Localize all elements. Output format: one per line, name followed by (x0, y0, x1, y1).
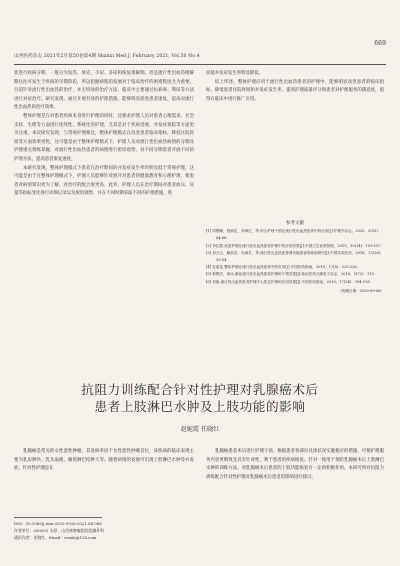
intro-left (14, 448, 194, 474)
intro-right (206, 448, 384, 482)
article-authors: 赵妮霞 任晓红 (180, 426, 220, 433)
journal-line: 山西医药杂志 2021年2月第50卷第4期 Shanxi Med J, February 2021, Vol.50 No.4 (14, 54, 200, 59)
paragraph: 乳腺癌是常见的女性恶性肿瘤，其发病率居于女性恶性肿瘤首位，该疾病的临床表现主要为乳房肿块、乳头溢液、腋窝淋巴结肿大等。随着病情的发展可出现上肢淋巴水肿等并发症。针对性护理是在 (14, 449, 194, 472)
reference-item: [6] 刘艳.流行性出血热患者护理中人性化护理的应用效果[J].中国医药指南，2019，17(34)：194-195. (206, 279, 371, 284)
paragraph: 整体护理是在对患者疾病本身进行护理的同时，还要求护理人员对患者心理需求、社会支持、生理等方面进行连续性、系统化的护理，尤其是对于疾病进展、并发症预防等方面更为注重。本次研究发现，与常规护理相比，整体护理模式在改善患者临床指标，降低住院时间等方面效果更优，这可能是由于整体护理模式下，护理人员对流行性出血热病情的分期及护理重点熟练掌握，对流行性出血热患者的病情进行密切观察，对不同分期患者开展不同的护理方法，提高患者康复速度。 (14, 113, 194, 162)
paragraph: 本研究发现，整体护理模式下患者在治疗期间的并发症发生率均明显低于常规护理，这可能是由于在整体护理模式下，护理人员能够针对展开对患者的健康教育和心理护理，使患者对病情知识更为了解，对治疗的配合度更高，此外，护理人员在治疗期间对患者血压、尿量等指标变化进行详细记录以及密切观察，并在不同时期采取不同的护理措施，进 (14, 165, 194, 197)
left-column (14, 70, 194, 199)
author-affiliation: 作者单位：030001 太原，山西省肿瘤医院乳腺外科 (14, 528, 105, 533)
references-heading: 参考文献 (285, 221, 305, 226)
reference-item: [4] 杜菊花.整体护理在流行性出血热患者中的应用[J].中国医药指南，2019，17(8)：225-226. (206, 265, 358, 270)
reference-item: [2] 李红霞.优质护理在流行性出血热患者护理中的应用效果[J].中国卫生标准管理，2019，10(14)：155-157. (206, 243, 382, 248)
reference-item: [5] 黄俊杰，徐泳.重症流行性出血热患者护理的干预效果[J].临床医药文献电子杂志，2018，5(72)：110. (206, 272, 375, 277)
footnote (14, 517, 194, 541)
doi: DOI：10.3969/j.issn.0253-9926.2021.04.068 (14, 521, 102, 526)
right-column (206, 70, 384, 104)
reference-item: [1] 周警娜，曾琼花，李坤红，等.综合护理干预在流行性出血热患者中的应用[J].护理学杂志，2020，35(3)：64-66. (206, 229, 382, 241)
paragraph: 综上所述，整体护理应用于流行性出血热患者的护理中，能够明显改善患者的临床指标，降低患者住院时间和并发症发生率，提高护理质量评分和患者对护理服务的满意度，值得在临床中进行推广应用。 (206, 79, 384, 102)
footnote-rule (14, 517, 102, 518)
received-date: （收稿日期：2020-09-06） (338, 288, 384, 293)
running-header (14, 40, 386, 64)
references (206, 220, 384, 295)
title-line: 抗阻力训练配合针对性护理对乳腺癌术后 (81, 382, 319, 397)
paragraph: 乳腺癌患者术后进行护理干预，根据患者各部位具体状况实施相应的措施，可使护理服务内容更细致且具有针对性，利于患者的疾病恢复。针对一使用于预防乳腺癌术后上肢淋巴水肿的训练方法，对乳腺癌术后患者的上肢功能恢复有一定的积极作用。本研究将对抗阻力训练配合针对性护理对乳腺癌术后患者的影响进行探讨。 (206, 449, 384, 480)
corresponding-author: 通讯作者：任晓红，Email：renxh@126.com (14, 535, 97, 540)
header-rule (14, 64, 386, 65)
page-number: 669 (374, 40, 386, 47)
reference-item: [3] 刘万元，解如芳，吴淑芳，等.流行性出血热患者肾功能损害的临床研究[J].中国实用医药，2018，13(26)：53-54. (206, 250, 384, 263)
paragraph: 而使并发症发生率明显降低。 (206, 71, 264, 76)
paragraph: 状进行疾病分期，一般分为发热、休克、少尿、多尿和恢复缓解期。但是流行性出血热缓解期往往可发生于疾病的早期阶段，所以把握病程的发展对于临床治疗的困难程度尤为重要。目前针对流行性出血热的治疗，并无特效的治疗方法，临床中主要通过抗病毒、利尿等方法进行对症治疗。研究发现，通过开展有效的护理措施，能够明显促进患者康复，提高对流行性出血热的治疗效果。 (14, 71, 194, 111)
article-title (0, 381, 400, 415)
title-line: 患者上肢淋巴水肿及上肢功能的影响 (94, 399, 306, 414)
